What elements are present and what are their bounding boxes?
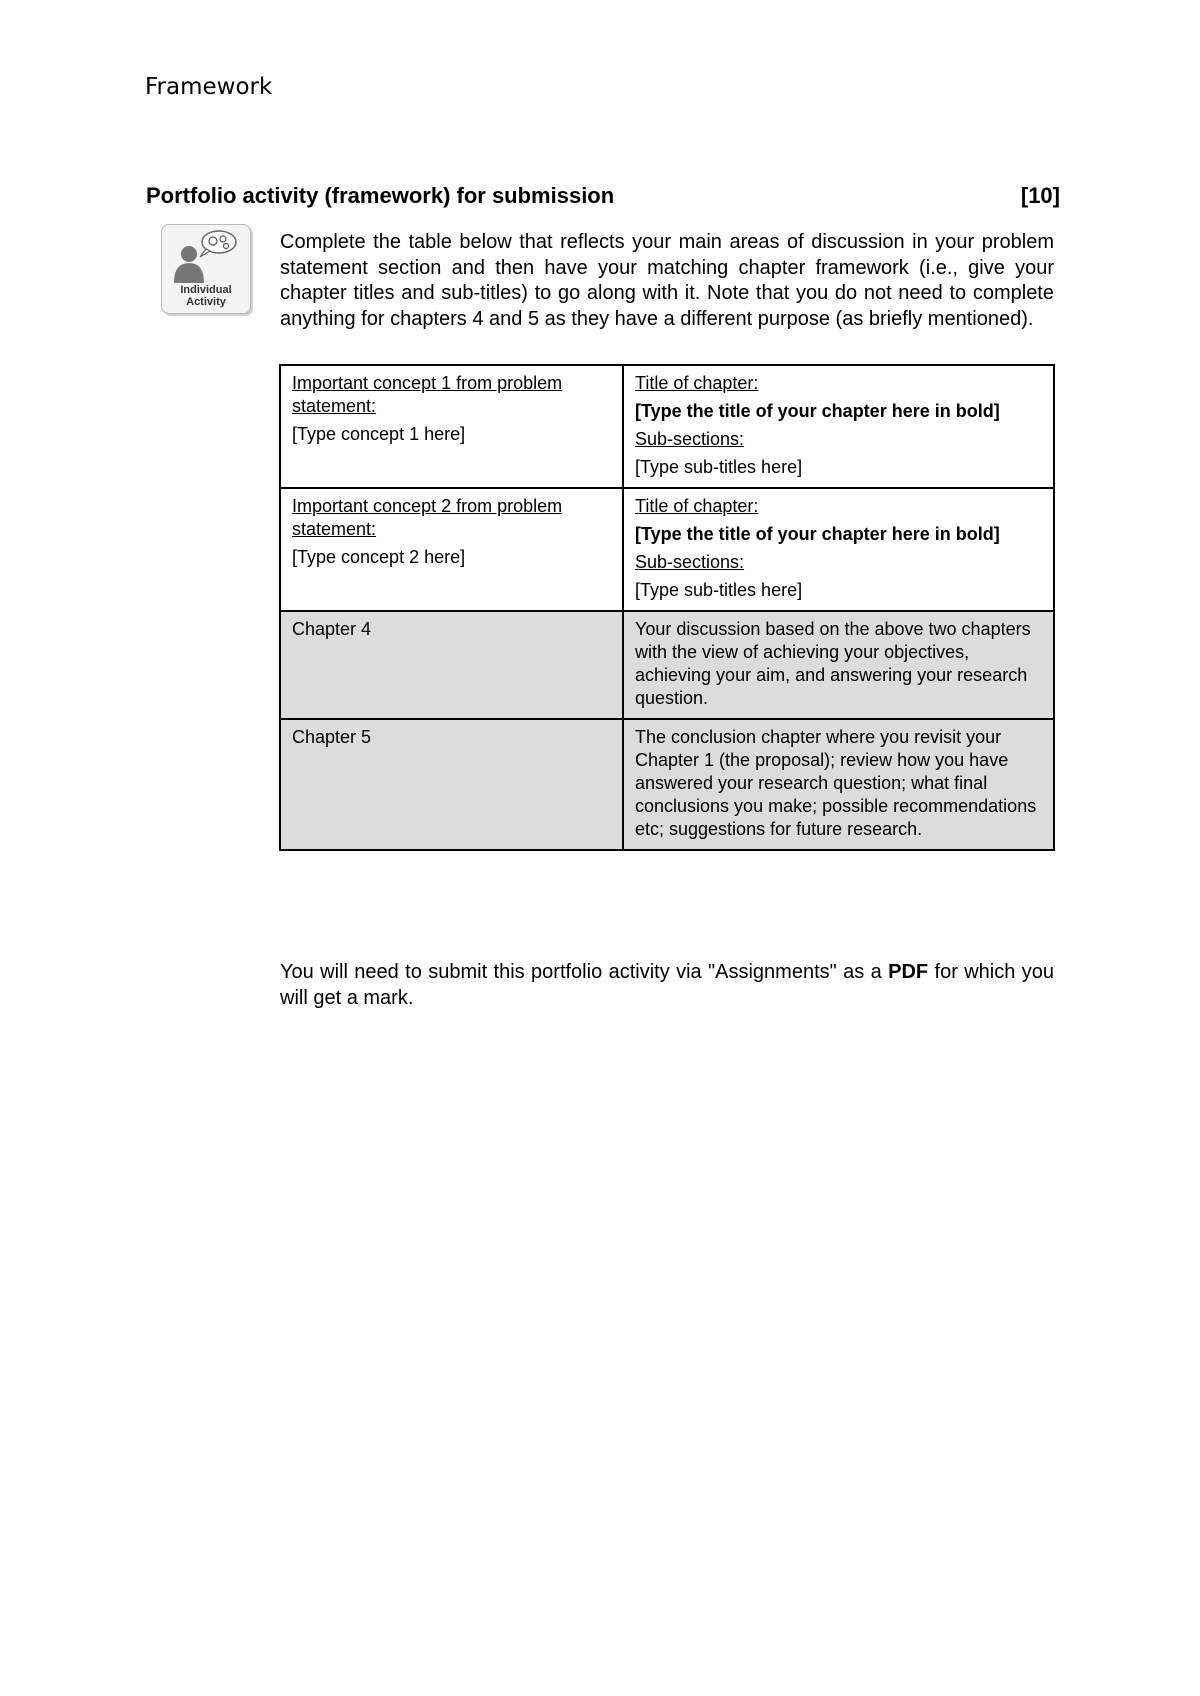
- concept-value: [Type concept 2 here]: [292, 547, 466, 567]
- chapter-description-cell: Your discussion based on the above two chapters with the view of achieving your objectives, achieving your aim, and answering your research question.: [623, 611, 1054, 719]
- chapter-title-value: [Type the title of your chapter here in bold]: [635, 524, 1000, 544]
- individual-activity-icon: [161, 224, 251, 314]
- chapter-label-cell: Chapter 5: [280, 719, 623, 850]
- activity-heading: [146, 183, 1060, 209]
- chapter-title-label: Title of chapter:: [635, 373, 759, 393]
- activity-title: Portfolio activity (framework) for submission: [146, 183, 615, 208]
- concept-label: Important concept 2 from problem statement:: [292, 496, 563, 539]
- chapter-framework-table: [279, 364, 1055, 851]
- activity-instructions: Complete the table below that reflects your main areas of discussion in your problem statement section and then have your matching chapter framework (i.e., give your chapter titles and sub-titles) to go along with it. Note that you do not need to complete anything for chapters 4 and 5 as they have a different purpose (as briefly mentioned).: [280, 231, 1054, 330]
- chapter-label-cell: Chapter 4: [280, 611, 623, 719]
- subsections-label: Sub-sections:: [635, 552, 745, 572]
- icon-label-line2: Activity: [186, 296, 226, 308]
- subsections-value: [Type sub-titles here]: [635, 580, 803, 600]
- table-row: [280, 488, 1054, 611]
- chapter-title-value: [Type the title of your chapter here in bold]: [635, 401, 1000, 421]
- concept-cell[interactable]: [280, 488, 623, 611]
- submission-format: PDF: [888, 961, 929, 983]
- table-row: [280, 365, 1054, 488]
- page-header-title: Framework: [145, 74, 273, 100]
- chapter-framework-cell[interactable]: [623, 365, 1054, 488]
- concept-value: [Type concept 1 here]: [292, 424, 466, 444]
- chapter-framework-cell[interactable]: [623, 488, 1054, 611]
- activity-marks: [10]: [1020, 183, 1060, 208]
- icon-label-line1: Individual: [180, 284, 232, 296]
- submission-note-text-end: for which you will get a mark.: [280, 961, 1054, 1009]
- subsections-label: Sub-sections:: [635, 429, 745, 449]
- table-row: [280, 719, 1054, 850]
- submission-note: [280, 960, 1054, 1011]
- concept-label: Important concept 1 from problem statement:: [292, 373, 563, 416]
- subsections-value: [Type sub-titles here]: [635, 457, 803, 477]
- submission-note-text: You will need to submit this portfolio activity via "Assignments" as a: [280, 961, 889, 983]
- chapter-description-cell: The conclusion chapter where you revisit your Chapter 1 (the proposal); review how you have answered your research question; what final conclusions you make; possible recommendations etc; suggestions for future research.: [623, 719, 1054, 850]
- chapter-title-label: Title of chapter:: [635, 496, 759, 516]
- table-row: [280, 611, 1054, 719]
- concept-cell[interactable]: [280, 365, 623, 488]
